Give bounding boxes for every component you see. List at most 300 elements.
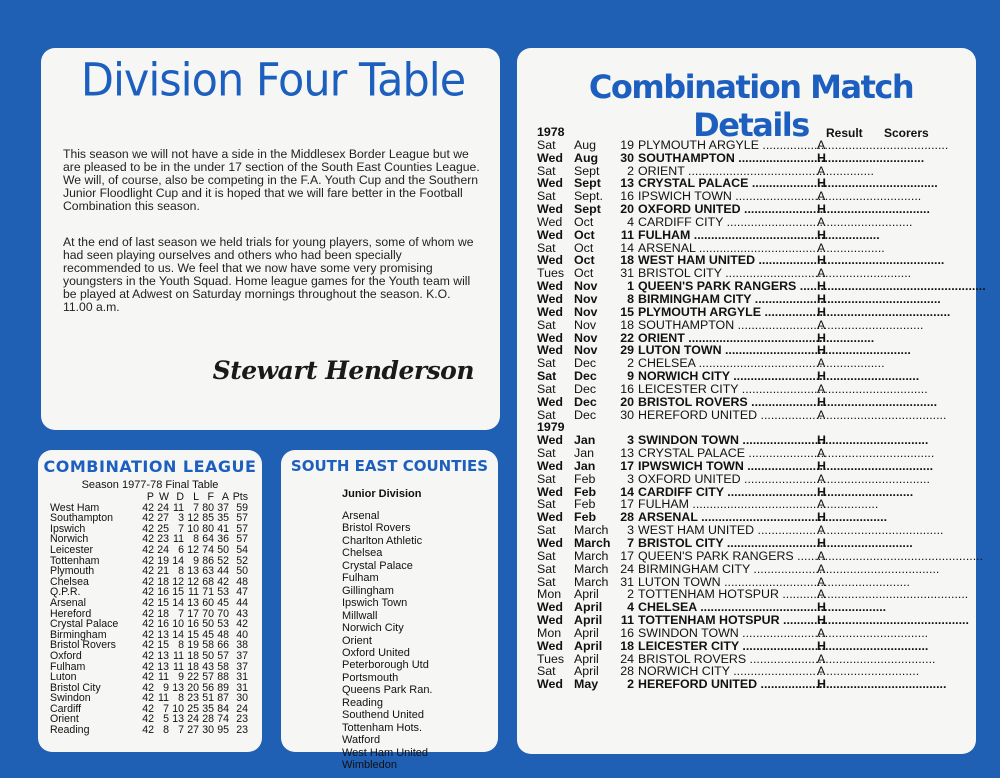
stat-cell: 70 (217, 607, 229, 620)
stat-cell: 87 (217, 692, 229, 705)
stat-cell: 52 (236, 554, 248, 567)
stat-cell: 48 (217, 628, 229, 641)
fixture-date: 17 (620, 548, 634, 563)
stat-cell: 64 (202, 533, 214, 546)
fixture-month: Nov (574, 317, 597, 332)
season-caption: Season 1977-78 Final Table (81, 479, 219, 491)
fixture-day: Sat (537, 407, 556, 422)
stat-cell: 20 (187, 681, 199, 694)
stat-cell: 23 (187, 692, 199, 705)
fixture-month: April (574, 625, 599, 640)
stat-cell: 42 (142, 554, 154, 567)
fixture-date: 2 (627, 163, 634, 178)
league-header-cell: W (159, 491, 169, 503)
stat-cell: 42 (142, 713, 154, 726)
fixture-date: 16 (620, 189, 634, 204)
stat-cell: 13 (157, 649, 169, 662)
fixture-opponent: WEST HAM UNITED ..... (634, 254, 817, 267)
fixture-opponent: TOTTENHAM HOTSPUR ..... (634, 614, 817, 627)
stat-cell: 43 (202, 660, 214, 673)
fixture-date: 19 (620, 137, 634, 152)
team-list-item: Peterborough Utd (342, 659, 429, 672)
fixture-day: Sat (537, 240, 556, 255)
fixture-opponent: FULHAM ..... (634, 229, 817, 242)
fixture-row (537, 409, 827, 422)
fixture-date: 16 (620, 625, 634, 640)
trials-paragraph: At the end of last season we held trials for young players, some of whom we had seen playing ourselves and others who had been specially recommended to us. We feel that we now have some very promising youngsters in the Youth Squad. Home league games for the Youth team will be played at Adwest on Saturday mornings throughout the season. K.O. 11.00 a.m. (63, 235, 474, 314)
stat-cell: 23 (236, 724, 248, 737)
stat-cell: 8 (163, 724, 169, 737)
fixture-opponent: LUTON TOWN ..... (634, 576, 817, 589)
stat-cell: 42 (142, 586, 154, 599)
fixture-venue: A (817, 587, 826, 602)
scorers-column-header: Scorers (884, 126, 929, 140)
fixture-day: Tues (537, 266, 565, 281)
fixture-opponent: SWINDON TOWN ..... (634, 627, 817, 640)
fixture-opponent: BRISTOL CITY ..... (634, 537, 817, 550)
fixture-day: Wed (537, 176, 563, 191)
team-name: Tottenham (50, 554, 100, 567)
stat-cell: 41 (217, 522, 229, 535)
stat-cell: 14 (172, 554, 184, 567)
stat-cell: 15 (172, 586, 184, 599)
fixture-day: Sat (537, 664, 556, 679)
fixture-venue: H (817, 176, 826, 191)
team-name: Q.P.R. (50, 586, 81, 599)
fixture-row (537, 460, 827, 473)
fixture-venue: H (817, 613, 826, 628)
fixture-year-heading: 1978 (537, 125, 565, 139)
fixture-opponent: HEREFORD UNITED ..... (634, 678, 817, 691)
fixture-opponent: ARSENAL ..... (634, 511, 817, 524)
fixture-venue: H (817, 638, 826, 653)
fixture-date: 14 (620, 484, 634, 499)
division-four-title: Division Four Table (80, 54, 466, 108)
fixture-month: April (574, 638, 603, 653)
stat-cell: 13 (187, 596, 199, 609)
team-list-item: Bristol Rovers (342, 522, 411, 535)
fixture-day: Sat (537, 561, 556, 576)
stat-cell: 27 (187, 724, 199, 737)
team-name: Oxford (50, 649, 82, 662)
stat-cell: 42 (142, 702, 154, 715)
fixture-date: 16 (620, 381, 634, 396)
stat-cell: 42 (142, 671, 154, 684)
fixture-day: Sat (537, 356, 556, 371)
fixture-opponent: NORWICH CITY ..... (634, 370, 817, 383)
stat-cell: 42 (142, 533, 154, 546)
stat-cell: 57 (236, 522, 248, 535)
fixture-row (537, 370, 827, 383)
fixture-month: Nov (574, 330, 598, 345)
stat-cell: 85 (202, 512, 214, 525)
fixture-list (537, 126, 827, 691)
fixture-venue: A (817, 214, 826, 229)
stat-cell: 40 (236, 628, 248, 641)
team-name: West Ham (50, 501, 100, 514)
fixture-opponent: ARSENAL ..... (634, 242, 817, 255)
fixture-date: 18 (620, 317, 634, 332)
fixture-date: 8 (627, 291, 634, 306)
team-list (342, 510, 433, 772)
stat-cell: 68 (202, 575, 214, 588)
stat-cell: 7 (178, 522, 184, 535)
stat-cell: 66 (217, 639, 229, 652)
fixture-month: Feb (574, 484, 597, 499)
fixture-month: Dec (574, 394, 597, 409)
fixture-month: Dec (574, 356, 597, 371)
stat-cell: 10 (172, 618, 184, 631)
fixture-venue: H (817, 330, 826, 345)
fixture-venue: H (817, 291, 826, 306)
fixture-row (537, 216, 827, 229)
stat-cell: 71 (202, 586, 214, 599)
stat-cell: 35 (217, 512, 229, 525)
stat-cell: 16 (187, 618, 199, 631)
fixture-venue: H (817, 458, 826, 473)
stat-cell: 16 (157, 586, 169, 599)
stat-cell: 95 (217, 724, 229, 737)
stat-cell: 43 (236, 607, 248, 620)
fixture-opponent: LUTON TOWN ..... (634, 344, 817, 357)
fixture-row (537, 203, 827, 216)
stat-cell: 7 (163, 702, 169, 715)
fixture-venue: H (817, 677, 826, 692)
fixture-day: Wed (537, 253, 563, 268)
stat-cell: 42 (142, 649, 154, 662)
fixture-month: March (574, 548, 609, 563)
stat-cell: 42 (142, 543, 154, 556)
fixture-opponent: BIRMINGHAM CITY ..... (634, 293, 817, 306)
stat-cell: 57 (236, 512, 248, 525)
fixture-opponent: BIRMINGHAM CITY ..... (634, 563, 817, 576)
fixture-date: 11 (620, 227, 634, 242)
stat-cell: 13 (157, 628, 169, 641)
match-details-card (517, 48, 976, 754)
fixture-day: Sat (537, 137, 556, 152)
fixture-opponent: BRISTOL ROVERS ..... (634, 653, 817, 666)
team-list-item: Portsmouth (342, 671, 399, 684)
fixture-date: 1 (627, 279, 634, 294)
stat-cell: 45 (217, 596, 229, 609)
stat-cell: 54 (236, 543, 248, 556)
stat-cell: 58 (202, 639, 214, 652)
fixture-month: Nov (574, 279, 598, 294)
fixture-day: Sat (537, 317, 556, 332)
stat-cell: 80 (202, 501, 214, 514)
team-list-item: Watford (342, 734, 381, 747)
stat-cell: 38 (236, 639, 248, 652)
fixture-opponent: ORIENT ..... (634, 332, 817, 345)
fixture-opponent: SOUTHAMPTON ..... (634, 152, 817, 165)
fixture-venue: H (817, 600, 826, 615)
fixture-venue: H (817, 536, 826, 550)
stat-cell: 7 (178, 607, 184, 620)
fixture-opponent: NORWICH CITY ..... (634, 665, 817, 678)
fixture-date: 17 (620, 458, 634, 473)
fixture-row (537, 627, 827, 640)
fixture-row (537, 319, 827, 332)
stat-cell: 9 (178, 671, 184, 684)
fixture-row (537, 396, 827, 409)
stat-cell: 48 (236, 575, 248, 588)
fixture-month: Feb (574, 510, 597, 525)
fixture-venue: A (817, 625, 826, 640)
stat-cell: 57 (236, 533, 248, 546)
fixture-month: April (574, 664, 599, 679)
stat-cell: 13 (157, 660, 169, 673)
fixture-opponent: QUEEN'S PARK RANGERS ..... (634, 280, 817, 293)
stat-cell: 74 (217, 713, 229, 726)
fixture-date: 4 (627, 600, 634, 615)
stat-cell: 19 (187, 639, 199, 652)
stat-cell: 12 (187, 575, 199, 588)
league-table-header (50, 492, 248, 503)
stat-cell: 89 (217, 681, 229, 694)
fixture-opponent: ORIENT ..... (634, 165, 817, 178)
fixture-venue: H (817, 369, 826, 384)
stat-cell: 27 (157, 512, 169, 525)
fixture-month: March (574, 523, 609, 538)
fixture-venue: A (817, 407, 826, 422)
stat-cell: 50 (202, 649, 214, 662)
fixture-date: 24 (620, 561, 634, 576)
fixture-venue: H (817, 279, 826, 294)
fixture-row (537, 550, 827, 563)
fixture-opponent: BRISTOL ROVERS ..... (634, 396, 817, 409)
fixture-venue: A (817, 471, 826, 486)
fixture-opponent: CRYSTAL PALACE ..... (634, 177, 817, 190)
stat-cell: 44 (217, 565, 229, 578)
stat-cell: 12 (172, 575, 184, 588)
fixture-row (537, 229, 827, 242)
fixture-month: Jan (574, 458, 596, 473)
fixture-date: 31 (620, 266, 634, 281)
fixture-venue: A (817, 497, 826, 512)
stat-cell: 10 (187, 522, 199, 535)
fixture-row (537, 139, 827, 152)
fixture-opponent: BRISTOL CITY ..... (634, 267, 817, 280)
fixture-day: Sat (537, 369, 557, 384)
fixture-venue: A (817, 561, 826, 576)
league-table-row (50, 598, 248, 609)
fixture-month: April (574, 587, 599, 602)
stat-cell: 23 (157, 533, 169, 546)
fixture-opponent: HEREFORD UNITED ..... (634, 409, 817, 422)
stat-cell: 84 (217, 702, 229, 715)
fixture-day: Wed (537, 510, 563, 525)
stat-cell: 19 (157, 554, 169, 567)
fixture-venue: A (817, 317, 826, 332)
team-list-item: Southend United (342, 709, 424, 722)
stat-cell: 31 (236, 681, 248, 694)
team-list-item: Oxford United (342, 646, 410, 659)
fixture-date: 18 (620, 638, 634, 653)
fixture-month: Nov (574, 304, 598, 319)
fixture-date: 30 (620, 150, 634, 165)
fixture-month: March (574, 574, 609, 589)
stat-cell: 18 (157, 575, 169, 588)
fixture-month: Dec (574, 407, 597, 422)
stat-cell: 42 (217, 575, 229, 588)
fixture-venue: H (817, 202, 826, 217)
fixture-opponent: CHELSEA ..... (634, 601, 817, 614)
team-name: Swindon (50, 692, 91, 705)
stat-cell: 11 (173, 533, 184, 546)
fixture-venue: A (817, 523, 826, 538)
fixture-day: Wed (537, 330, 563, 345)
fixture-date: 11 (620, 613, 634, 628)
fixture-row (537, 383, 827, 396)
fixture-row (537, 473, 827, 486)
fixture-row (537, 306, 827, 319)
junior-division-heading: Junior Division (342, 488, 422, 500)
fixture-date: 22 (620, 330, 634, 345)
fixture-month: Sept (574, 176, 601, 191)
fixture-row (537, 614, 827, 627)
match-details-title: Combination Match Details (588, 68, 914, 144)
stat-cell: 17 (187, 607, 199, 620)
fixture-day: Wed (537, 150, 563, 165)
league-header-cell: Pts (232, 491, 248, 503)
fixture-month: Oct (574, 240, 594, 255)
stat-cell: 11 (173, 501, 184, 514)
fixture-date: 20 (620, 202, 634, 217)
fixture-day: Sat (537, 471, 556, 486)
stat-cell: 24 (187, 713, 199, 726)
fixture-date: 2 (627, 587, 634, 602)
fixture-venue: A (817, 356, 826, 371)
stat-cell: 14 (172, 628, 184, 641)
fixture-day: Sat (537, 189, 556, 204)
stat-cell: 74 (202, 543, 214, 556)
fixture-month: Sept (574, 202, 601, 217)
stat-cell: 63 (202, 565, 214, 578)
team-name: Hereford (50, 607, 92, 620)
fixture-month: Oct (574, 227, 595, 242)
fixture-opponent: CRYSTAL PALACE ..... (634, 447, 817, 460)
stat-cell: 53 (217, 618, 229, 631)
fixture-month: Feb (574, 471, 596, 486)
fixture-day: Wed (537, 433, 563, 448)
fixture-date: 24 (620, 651, 634, 666)
stat-cell: 15 (157, 596, 169, 609)
team-name: Reading (50, 724, 90, 737)
stat-cell: 51 (202, 692, 214, 705)
team-list-item: Reading (342, 696, 383, 709)
fixture-venue: A (817, 266, 826, 281)
stat-cell: 50 (202, 618, 214, 631)
fixture-venue: A (817, 189, 826, 204)
fixture-date: 13 (620, 176, 634, 191)
fixture-day: Wed (537, 279, 563, 294)
stat-cell: 50 (236, 565, 248, 578)
fixture-month: March (574, 536, 611, 550)
league-header-cell: P (146, 491, 154, 503)
fixture-date: 4 (627, 214, 634, 229)
stat-cell: 13 (172, 713, 184, 726)
fixture-date: 2 (627, 356, 634, 371)
fixture-venue: H (817, 343, 826, 358)
fixture-opponent: TOTTENHAM HOTSPUR ..... (634, 588, 817, 601)
stat-cell: 25 (157, 522, 169, 535)
fixture-venue: A (817, 446, 826, 461)
fixture-venue: H (817, 150, 826, 165)
stat-cell: 42 (142, 692, 154, 705)
fixture-date: 30 (620, 407, 634, 422)
fixture-month: Aug (574, 150, 599, 165)
fixture-day: Wed (537, 291, 563, 306)
south-east-counties-title: SOUTH EAST COUNTIES (290, 457, 489, 475)
combination-league-title: COMBINATION LEAGUE (43, 457, 257, 476)
team-list-item: West Ham United (342, 746, 428, 759)
team-list-item: Millwall (342, 609, 378, 622)
stat-cell: 7 (193, 501, 199, 514)
fixture-month: Nov (574, 343, 598, 358)
team-list-item: Gillingham (342, 584, 394, 597)
league-header-cell: A (221, 491, 229, 503)
fixture-opponent: OXFORD UNITED ..... (634, 473, 817, 486)
fixture-day: Mon (537, 587, 562, 602)
fixture-venue: H (817, 484, 826, 499)
fixture-venue: A (817, 381, 826, 396)
fixture-day: Wed (537, 600, 563, 615)
stat-cell: 30 (236, 692, 248, 705)
south-east-counties-card (281, 450, 498, 772)
team-name: Luton (50, 671, 77, 684)
fixture-venue: A (817, 574, 826, 589)
stat-cell: 25 (187, 702, 199, 715)
stat-cell: 14 (172, 596, 184, 609)
team-name: Ipswich (50, 522, 86, 535)
fixture-month: Sept. (574, 189, 603, 204)
team-name: Fulham (50, 660, 86, 673)
stat-cell: 42 (142, 618, 154, 631)
stat-cell: 15 (157, 639, 169, 652)
fixture-row (537, 640, 827, 653)
team-name: Birmingham (50, 628, 107, 641)
fixture-day: Wed (537, 536, 563, 550)
stat-cell: 11 (158, 692, 169, 705)
stat-cell: 59 (236, 501, 248, 514)
stat-cell: 42 (142, 724, 154, 737)
fixture-month: Dec (574, 369, 597, 384)
stat-cell: 3 (178, 512, 184, 525)
stat-cell: 36 (217, 533, 229, 546)
fixture-venue: H (817, 433, 826, 448)
stat-cell: 24 (157, 543, 169, 556)
team-name: Plymouth (50, 565, 95, 578)
league-table (50, 492, 248, 736)
fixture-date: 7 (627, 536, 634, 550)
stat-cell: 6 (178, 543, 184, 556)
fixture-date: 31 (620, 574, 634, 589)
fixture-opponent: WEST HAM UNITED ..... (634, 524, 817, 537)
fixture-venue: H (817, 227, 826, 242)
team-name: Cardiff (50, 702, 82, 715)
league-header-cell: L (193, 491, 199, 503)
fixture-venue: A (817, 548, 826, 563)
stat-cell: 60 (202, 596, 214, 609)
fixture-day: Wed (537, 638, 563, 653)
fixture-month: April (574, 600, 603, 615)
stat-cell: 18 (187, 649, 199, 662)
fixture-date: 28 (620, 664, 634, 679)
fixture-day: Sat (537, 497, 556, 512)
stat-cell: 37 (236, 649, 248, 662)
stat-cell: 42 (142, 501, 154, 514)
fixture-date: 3 (627, 433, 634, 448)
